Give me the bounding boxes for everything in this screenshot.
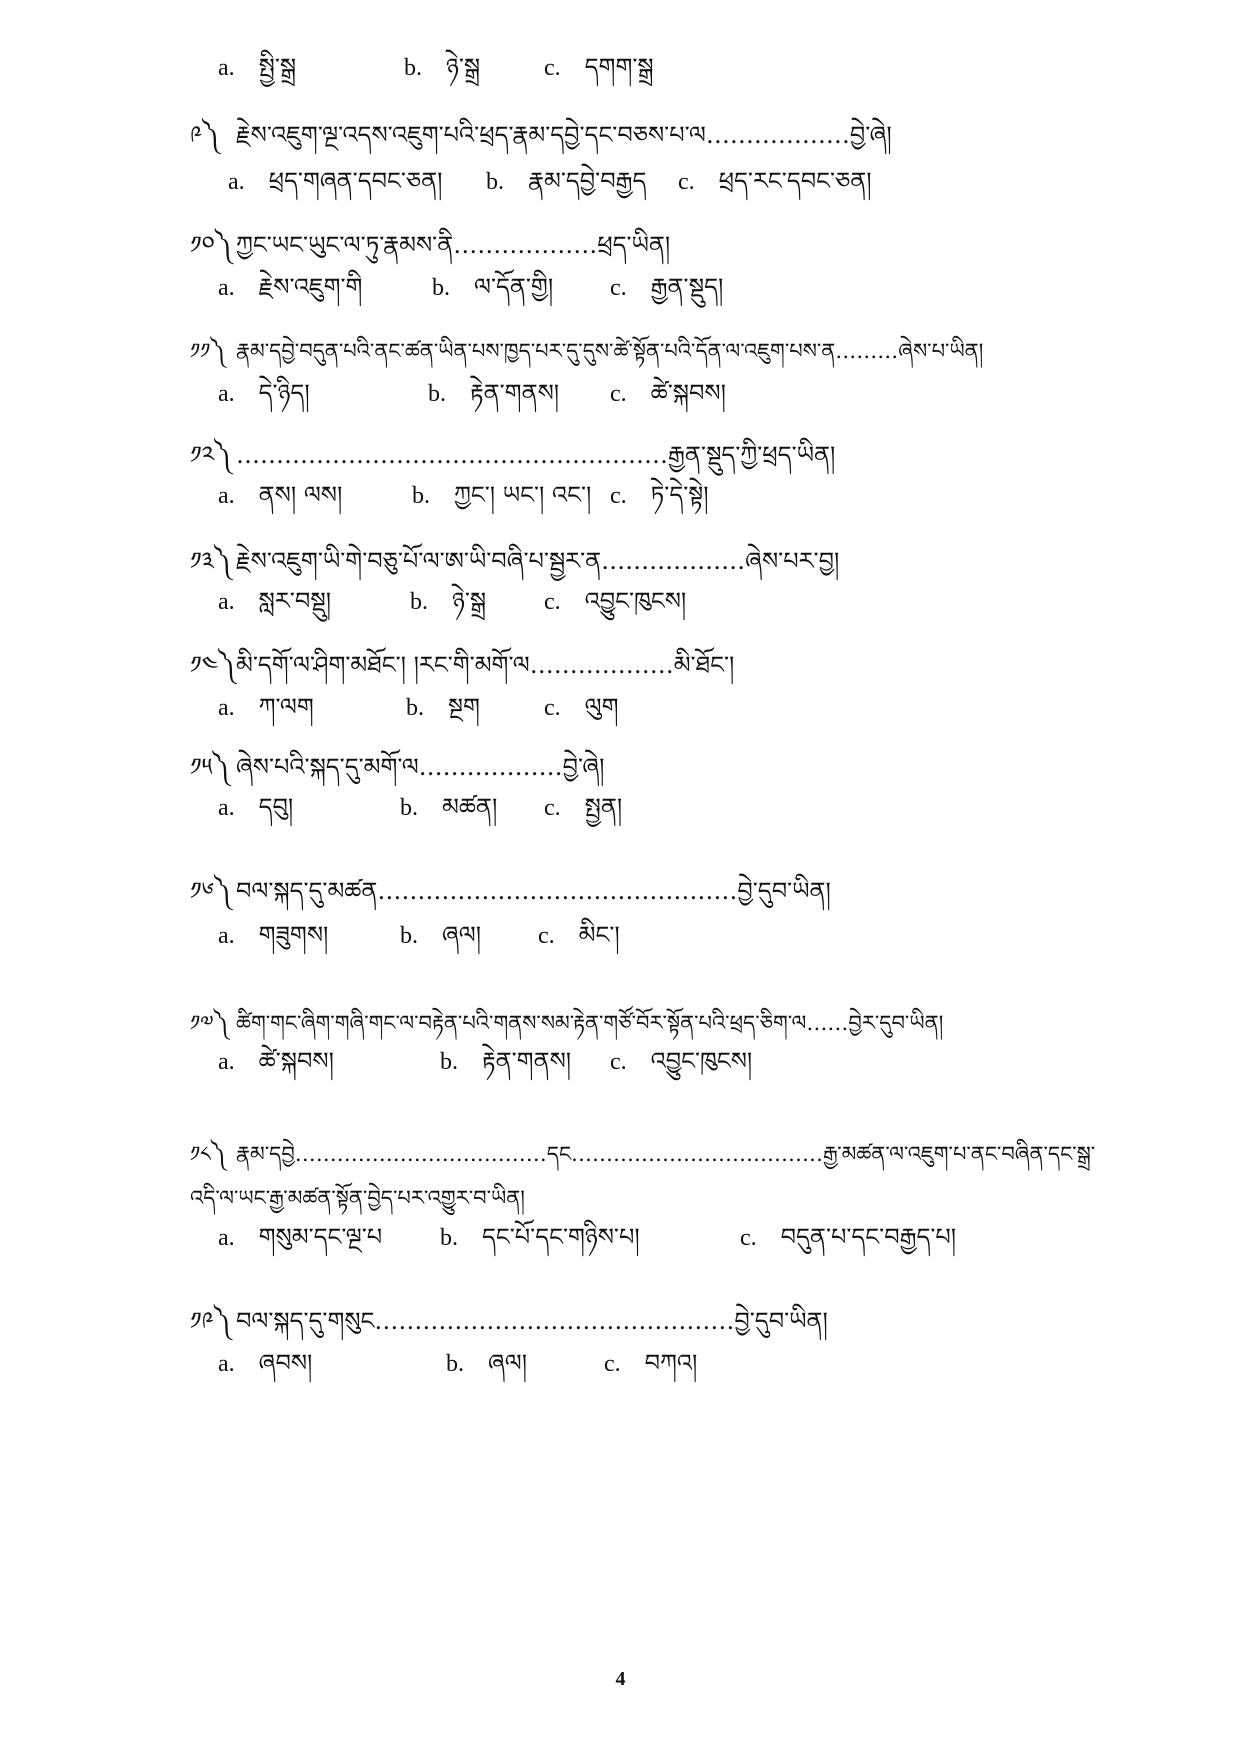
option-b: b. རྟེན་གནས། <box>428 379 560 407</box>
option-a: a. རྗེས་འཇུག་གི <box>218 273 363 301</box>
question-stem: ༡༩༽ བལ་སྐད་དུ་གསུང………………………………………བྱེ་དུབ་ཡིན། <box>190 1307 828 1335</box>
option-b: b. ཉེ་སྒྲ <box>410 587 487 615</box>
question-stem: ༡༣༽ རྗེས་འཇུག་ཡི་གེ་བཅུ་པོ་ལ་ཨ་ཡི་བཞི་པ་སྦྱར་ན………………ཞེས་པར་བྱ། <box>190 547 840 575</box>
option-b: b. ཞལ། <box>446 1349 528 1377</box>
option-b: b. རྟེན་གནས། <box>440 1047 572 1075</box>
option-b: b. མཚན། <box>400 793 498 821</box>
question-stem: ༡༡༽ རྣམ་དབྱེ་བདུན་པའི་ནང་ཚན་ཡིན་པས་ཁྱད་པར་དུ་དུས་ཚེ་སྟོན་པའི་དོན་ལ་འཇུག་པས་ན………ཞེས་པ་ཡིན། <box>190 339 984 363</box>
question-stem: ༡༨༽ རྣམ་དབྱེ………………………………དང………………………………རྒྱ་མཚན་ལ་འཇུག་པ་ནང་བཞིན་དང་སྒྲ་འདི་ལ་ཡང་རྒྱ་མཚན་སྟོན་བྱེད་པར་འགྱུར་བ་ཡིན། <box>190 1142 1096 1210</box>
option-c: c. དགག་སྒྲ <box>544 53 654 81</box>
option-c: c. མིང་། <box>538 921 620 949</box>
option-a: a. སྤྱི་སྒྲ <box>218 53 297 81</box>
option-c: c. འབྱུང་ཁུངས། <box>544 587 687 615</box>
option-a: a. ཞབས། <box>218 1349 313 1377</box>
page-number: 4 <box>615 1668 626 1690</box>
option-c: c. ཚེ་སྐབས། <box>610 379 726 407</box>
option-b: b. ལ་དོན་གྱི། <box>432 273 554 301</box>
option-a: a. གསུམ་དང་ལྔ་པ <box>218 1223 383 1251</box>
option-a: a. གཟུགས། <box>218 921 329 949</box>
question-stem: ༩༽ རྗེས་འཇུག་ལྔ་འདས་འཇུག་པའི་ཕྲད་རྣམ་དབྱེ་དང་བཅས་པ་ལ………………བྱེ་ཞེ། <box>190 121 892 149</box>
question-stem: ༡༧༽ ཚིག་གང་ཞིག་གཞི་གང་ལ་བརྟེན་པའི་གནས་སམ་རྟེན་གཙོ་བོར་སྟོན་པའི་ཕྲད་ཅིག་ལ……བྱེར་དུབ་ཡིན། <box>190 1011 944 1035</box>
option-c: c. འབྱུང་ཁུངས། <box>610 1047 753 1075</box>
option-a: a. དེ་ཉིད། <box>218 379 310 407</box>
question-stem: ༡༤༽མི་དགོ་ལ་ཤིག་མཐོང་། །རང་གི་མགོ་ལ………………མི་ཐོང་། <box>190 651 735 679</box>
option-c: c. བཀའ། <box>604 1349 698 1377</box>
option-a: a. དབུ། <box>218 793 294 821</box>
option-b: b. ཞལ། <box>400 921 482 949</box>
option-c: c. བདུན་པ་དང་བརྒྱད་པ། <box>740 1223 957 1251</box>
option-b: b. རྣམ་དབྱེ་བརྒྱད <box>486 167 647 195</box>
question-stem: ༡༠༽ ཀྱང་ཡང་ཡུང་ལ་ཏུ་རྣམས་ནི………………ཕྲད་ཡིན། <box>190 231 671 259</box>
option-c: c. སྤྱན། <box>544 793 623 821</box>
option-c: c. ལུག <box>544 693 619 721</box>
question-stem: ༡༢༽ ………………………………………………རྒྱན་སྡུད་ཀྱི་ཕྲད་ཡིན། <box>190 441 836 469</box>
option-a: a. ཀ་ལག <box>218 693 314 721</box>
option-b: b. དང་པོ་དང་གཉིས་པ། <box>440 1223 640 1251</box>
option-c: c. ཕྲད་རང་དབང་ཅན། <box>678 167 872 195</box>
option-a: a. སླར་བསྡུ། <box>218 587 332 615</box>
option-a: a. ཕྲད་གཞན་དབང་ཅན། <box>228 167 443 195</box>
option-a: a. ནས། ལས། <box>218 481 343 509</box>
option-c: c. ཏེ་དེ་སྟེ། <box>610 481 709 509</box>
question-stem: ༡༥༽ ཞེས་པའི་སྐད་དུ་མགོ་ལ………………བྱེ་ཞེ། <box>190 753 605 781</box>
option-c: c. རྒྱན་སྡུད། <box>610 273 724 301</box>
option-a: a. ཚེ་སྐབས། <box>218 1047 334 1075</box>
option-b: b. ཉེ་སྒྲ <box>404 53 481 81</box>
option-b: b. སྔག <box>406 693 480 721</box>
question-stem: ༡༦༽ བལ་སྐད་དུ་མཚན………………………………………བྱེ་དུབ་ཡིན། <box>190 877 831 905</box>
option-b: b. ཀྱང་། ཡང་། འང་། <box>412 481 592 509</box>
